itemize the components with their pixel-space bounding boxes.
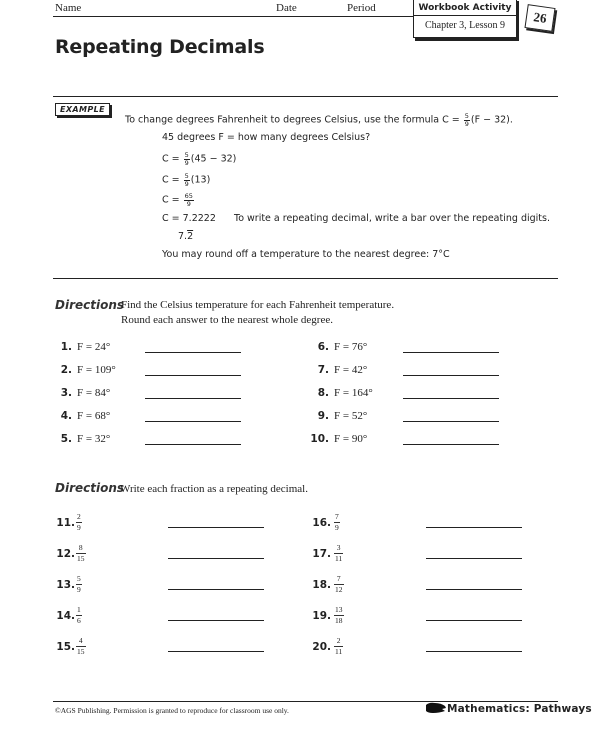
- copyright-notice: ©AGS Publishing. Permission is granted to reproduce for classroom use only.: [55, 706, 289, 715]
- answer-line[interactable]: [168, 527, 264, 528]
- question-text: F = 109°: [77, 364, 116, 376]
- fraction: $\frac{7}{12}$: [335, 574, 343, 594]
- example-step-4: C = 7.2222: [162, 213, 216, 224]
- question-text: F = 76°: [334, 341, 368, 353]
- question-number: 16.: [312, 517, 331, 529]
- example-question: 45 degrees F = how many degrees Celsius?: [162, 132, 371, 143]
- fraction: $\frac{2}{11}$: [335, 636, 343, 656]
- answer-line[interactable]: [426, 589, 522, 590]
- question-text: F = 164°: [334, 387, 373, 399]
- question-number: 11.: [56, 517, 75, 529]
- fraction: $\frac{5}{9}$: [77, 574, 81, 594]
- footer-divider: [53, 701, 558, 702]
- workbook-activity-box: [413, 0, 517, 38]
- answer-line[interactable]: [426, 558, 522, 559]
- question-number: 6.: [317, 341, 329, 353]
- example-bottom-divider: [53, 278, 558, 279]
- question-text: F = 42°: [334, 364, 368, 376]
- fraction: $\frac{8}{15}$: [77, 543, 85, 563]
- page-title: Repeating Decimals: [55, 36, 265, 58]
- answer-line[interactable]: [145, 444, 241, 445]
- answer-line[interactable]: [145, 398, 241, 399]
- directions-text-1b: Round each answer to the nearest whole degree.: [121, 314, 333, 326]
- question-number: 12.: [56, 548, 75, 560]
- answer-line[interactable]: [145, 421, 241, 422]
- question-number: 10.: [310, 433, 329, 445]
- activity-type: Workbook Activity: [418, 3, 512, 13]
- top-divider: [53, 96, 558, 97]
- answer-line[interactable]: [403, 352, 499, 353]
- question-number: 4.: [60, 410, 72, 422]
- question-number: 1.: [60, 341, 72, 353]
- question-number: 18.: [312, 579, 331, 591]
- question-text: F = 24°: [77, 341, 111, 353]
- question-text: F = 90°: [334, 433, 368, 445]
- question-text: F = 68°: [77, 410, 111, 422]
- question-number: 8.: [317, 387, 329, 399]
- fraction: $\frac{2}{9}$: [77, 512, 81, 532]
- date-label: Date: [276, 2, 297, 14]
- question-text: F = 32°: [77, 433, 111, 445]
- example-intro: To change degrees Fahrenheit to degrees Celsius, use the formula C = $\frac{5}{9}$ (F − 32).: [125, 112, 513, 128]
- question-number: 2.: [60, 364, 72, 376]
- question-number: 20.: [312, 641, 331, 653]
- question-text: F = 52°: [334, 410, 368, 422]
- answer-line[interactable]: [168, 620, 264, 621]
- answer-line[interactable]: [403, 421, 499, 422]
- answer-line[interactable]: [426, 651, 522, 652]
- answer-line[interactable]: [145, 352, 241, 353]
- fraction: $\frac{4}{15}$: [77, 636, 85, 656]
- directions-label-1: Directions: [55, 298, 125, 312]
- answer-line[interactable]: [168, 651, 264, 652]
- chapter-lesson: Chapter 3, Lesson 9: [425, 20, 505, 31]
- question-number: 7.: [317, 364, 329, 376]
- question-number: 17.: [312, 548, 331, 560]
- example-badge: EXAMPLE: [55, 103, 110, 116]
- answer-line[interactable]: [145, 375, 241, 376]
- answer-line[interactable]: [168, 558, 264, 559]
- fraction: $\frac{7}{9}$: [335, 512, 339, 532]
- repeating-decimal: 7.2: [178, 231, 194, 242]
- directions-text-1a: Find the Celsius temperature for each Fahrenheit temperature.: [121, 299, 395, 311]
- fraction: $\frac{13}{18}$: [335, 605, 343, 625]
- example-step-2: C = $\frac{5}{9}$ (13): [162, 172, 211, 188]
- question-number: 9.: [317, 410, 329, 422]
- fraction: $\frac{3}{11}$: [335, 543, 343, 563]
- rounding-note: You may round off a temperature to the nearest degree: 7°C: [162, 249, 450, 260]
- fraction: $\frac{1}{6}$: [77, 605, 81, 625]
- name-date-line: [53, 16, 413, 17]
- example-step-1: C = $\frac{5}{9}$ (45 − 32): [162, 151, 237, 167]
- question-number: 5.: [60, 433, 72, 445]
- question-number: 3.: [60, 387, 72, 399]
- brand-logo-icon: [425, 702, 447, 714]
- box-divider: [414, 15, 516, 16]
- answer-line[interactable]: [168, 589, 264, 590]
- answer-line[interactable]: [426, 620, 522, 621]
- question-number: 13.: [56, 579, 75, 591]
- example-step-3: C = $\frac{65}{9}$: [162, 192, 193, 208]
- question-number: 14.: [56, 610, 75, 622]
- answer-line[interactable]: [403, 375, 499, 376]
- brand-name: Mathematics: Pathways: [447, 703, 592, 715]
- question-text: F = 84°: [77, 387, 111, 399]
- directions-text-2: Write each fraction as a repeating decimal.: [120, 483, 308, 495]
- answer-line[interactable]: [426, 527, 522, 528]
- activity-number-tab: 26: [524, 4, 555, 32]
- question-number: 19.: [312, 610, 331, 622]
- question-number: 15.: [56, 641, 75, 653]
- answer-line[interactable]: [403, 398, 499, 399]
- answer-line[interactable]: [403, 444, 499, 445]
- formula-fraction: $\frac{5}{9}$: [464, 112, 469, 128]
- repeating-note: To write a repeating decimal, write a bar over the repeating digits.: [234, 213, 550, 224]
- period-label: Period: [347, 2, 376, 14]
- directions-label-2: Directions: [55, 481, 125, 495]
- name-label: Name: [55, 2, 82, 14]
